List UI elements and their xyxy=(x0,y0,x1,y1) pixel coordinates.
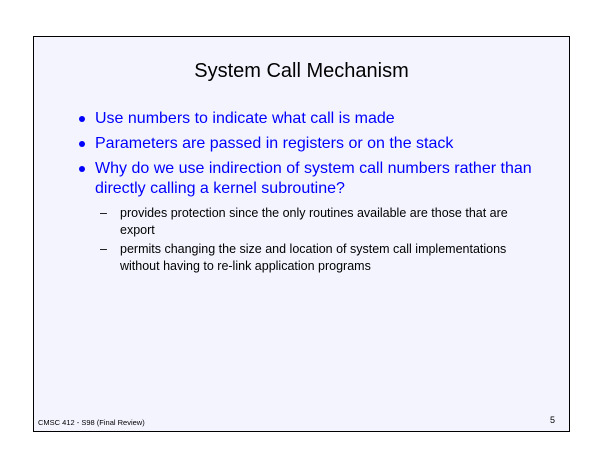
subbullet-text: permits changing the size and location of system call implementations without having to re-link application programs xyxy=(120,242,507,273)
dash-icon: – xyxy=(100,242,107,256)
slide-title: System Call Mechanism xyxy=(194,60,409,82)
subbullet-item xyxy=(100,205,520,239)
bullet-list xyxy=(79,109,549,280)
subbullet-list xyxy=(100,205,520,275)
bullet-dot-icon xyxy=(79,116,85,122)
subbullet-item xyxy=(100,241,520,275)
slide-frame xyxy=(33,36,570,432)
dash-icon: – xyxy=(100,206,107,220)
subbullet-text: provides protection since the only routines available are those that are export xyxy=(120,206,508,237)
bullet-item xyxy=(79,134,549,154)
bullet-item xyxy=(79,109,549,129)
bullet-dot-icon xyxy=(79,141,85,147)
footer-course-label: CMSC 412 - S98 (Final Review) xyxy=(38,418,145,427)
bullet-text: Use numbers to indicate what call is made xyxy=(95,110,395,127)
bullet-text: Why do we use indirection of system call numbers rather than directly calling a kernel subroutine? xyxy=(95,160,532,197)
page-number: 5 xyxy=(549,415,555,425)
bullet-item xyxy=(79,159,549,275)
bullet-text: Parameters are passed in registers or on the stack xyxy=(95,135,454,152)
bullet-dot-icon xyxy=(79,166,85,172)
